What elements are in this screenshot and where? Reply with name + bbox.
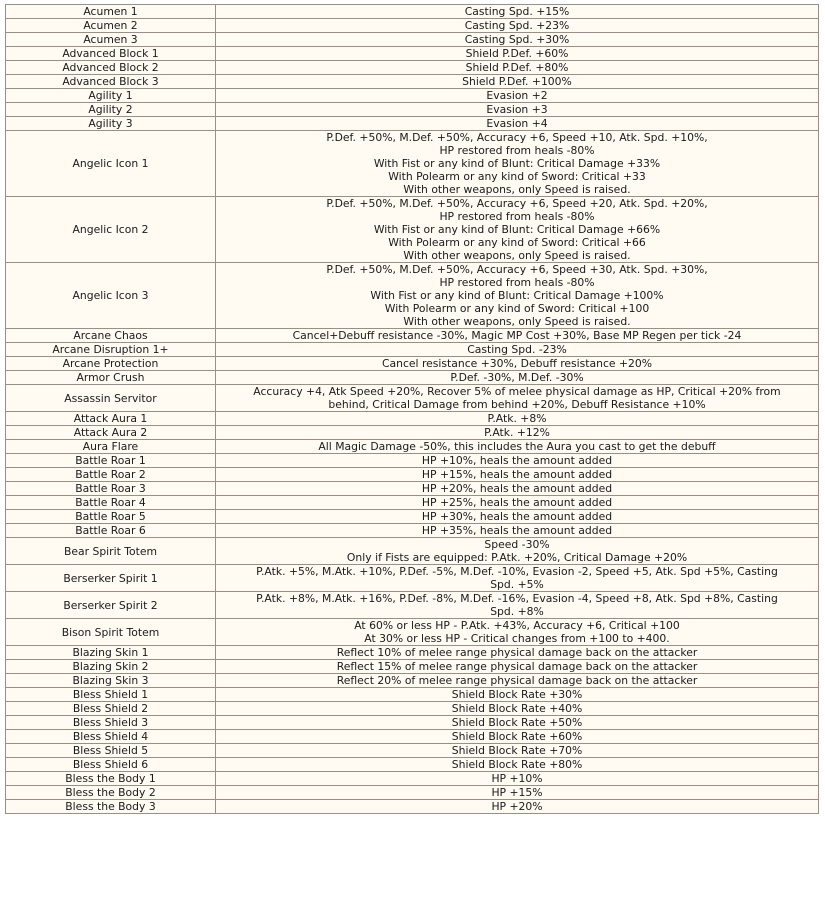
- skill-effect-cell: Shield P.Def. +60%: [216, 47, 819, 61]
- skill-effect-cell: All Magic Damage -50%, this includes the Aura you cast to get the debuff: [216, 440, 819, 454]
- skill-effect-cell: Shield Block Rate +80%: [216, 758, 819, 772]
- table-row: [6, 371, 819, 385]
- table-row: [6, 619, 819, 646]
- skill-effect-cell: HP +30%, heals the amount added: [216, 510, 819, 524]
- skill-name-cell: Armor Crush: [6, 371, 216, 385]
- skill-name-cell: Blazing Skin 2: [6, 660, 216, 674]
- skill-name-cell: Bless the Body 2: [6, 786, 216, 800]
- skill-effect-cell: P.Def. -30%, M.Def. -30%: [216, 371, 819, 385]
- skill-name-cell: Aura Flare: [6, 440, 216, 454]
- table-row: [6, 426, 819, 440]
- table-row: [6, 716, 819, 730]
- skill-effect-cell: Reflect 10% of melee range physical damage back on the attacker: [216, 646, 819, 660]
- skill-name-cell: Advanced Block 2: [6, 61, 216, 75]
- table-row: [6, 496, 819, 510]
- skill-effect-cell: P.Def. +50%, M.Def. +50%, Accuracy +6, Speed +10, Atk. Spd. +10%, HP restored from heals -80% With Fist or any kind of Blunt: Critical Damage +33% With Polearm or any kind of Sword: Critical +33 With other weapons, only Speed is raised.: [216, 131, 819, 197]
- table-row: [6, 524, 819, 538]
- skill-effect-cell: Casting Spd. +30%: [216, 33, 819, 47]
- skill-effect-cell: P.Def. +50%, M.Def. +50%, Accuracy +6, Speed +20, Atk. Spd. +20%, HP restored from heals -80% With Fist or any kind of Blunt: Critical Damage +66% With Polearm or any kind of Sword: Critical +66 With other weapons, only Speed is raised.: [216, 197, 819, 263]
- skill-effect-cell: P.Atk. +8%: [216, 412, 819, 426]
- skill-effect-cell: HP +10%: [216, 772, 819, 786]
- skill-name-cell: Bless the Body 1: [6, 772, 216, 786]
- skill-name-cell: Assassin Servitor: [6, 385, 216, 412]
- table-row: [6, 758, 819, 772]
- table-row: [6, 19, 819, 33]
- table-row: [6, 454, 819, 468]
- skill-effect-cell: Accuracy +4, Atk Speed +20%, Recover 5% of melee physical damage as HP, Critical +20% from behind, Critical Damage from behind +20%, Debuff Resistance +10%: [216, 385, 819, 412]
- skill-name-cell: Bless Shield 4: [6, 730, 216, 744]
- table-row: [6, 646, 819, 660]
- skill-effect-cell: At 60% or less HP - P.Atk. +43%, Accuracy +6, Critical +100 At 30% or less HP - Critical changes from +100 to +400.: [216, 619, 819, 646]
- table-row: [6, 343, 819, 357]
- skill-name-cell: Angelic Icon 3: [6, 263, 216, 329]
- skill-name-cell: Acumen 1: [6, 5, 216, 19]
- skill-name-cell: Attack Aura 2: [6, 426, 216, 440]
- skill-name-cell: Berserker Spirit 1: [6, 565, 216, 592]
- skill-effect-cell: Shield Block Rate +60%: [216, 730, 819, 744]
- table-row: [6, 660, 819, 674]
- skill-effect-cell: Reflect 20% of melee range physical damage back on the attacker: [216, 674, 819, 688]
- skill-effect-cell: Cancel resistance +30%, Debuff resistance +20%: [216, 357, 819, 371]
- table-row: [6, 75, 819, 89]
- skill-name-cell: Blazing Skin 3: [6, 674, 216, 688]
- table-row: [6, 412, 819, 426]
- skill-effect-cell: Shield Block Rate +50%: [216, 716, 819, 730]
- skill-effect-cell: HP +10%, heals the amount added: [216, 454, 819, 468]
- table-row: [6, 357, 819, 371]
- table-row: [6, 47, 819, 61]
- skill-effect-cell: Speed -30% Only if Fists are equipped: P.Atk. +20%, Critical Damage +20%: [216, 538, 819, 565]
- skill-name-cell: Battle Roar 1: [6, 454, 216, 468]
- skill-effect-cell: Evasion +3: [216, 103, 819, 117]
- skill-name-cell: Advanced Block 1: [6, 47, 216, 61]
- skill-effect-cell: Shield Block Rate +30%: [216, 688, 819, 702]
- skill-name-cell: Agility 2: [6, 103, 216, 117]
- table-row: [6, 688, 819, 702]
- skill-effect-cell: P.Atk. +8%, M.Atk. +16%, P.Def. -8%, M.Def. -16%, Evasion -4, Speed +8, Atk. Spd +8%, Casting Spd. +8%: [216, 592, 819, 619]
- table-row: [6, 674, 819, 688]
- table-row: [6, 103, 819, 117]
- table-row: [6, 440, 819, 454]
- skill-name-cell: Battle Roar 2: [6, 468, 216, 482]
- table-row: [6, 592, 819, 619]
- skill-effect-cell: P.Atk. +12%: [216, 426, 819, 440]
- table-row: [6, 786, 819, 800]
- skill-effect-cell: Cancel+Debuff resistance -30%, Magic MP Cost +30%, Base MP Regen per tick -24: [216, 329, 819, 343]
- skill-name-cell: Bless Shield 1: [6, 688, 216, 702]
- skill-effect-cell: Shield P.Def. +80%: [216, 61, 819, 75]
- skill-effect-cell: Shield Block Rate +40%: [216, 702, 819, 716]
- skill-name-cell: Acumen 2: [6, 19, 216, 33]
- skill-effect-cell: HP +20%, heals the amount added: [216, 482, 819, 496]
- table-row: [6, 197, 819, 263]
- table-row: [6, 510, 819, 524]
- table-row: [6, 5, 819, 19]
- skill-effects-table: [5, 4, 819, 814]
- table-row: [6, 131, 819, 197]
- skill-name-cell: Agility 1: [6, 89, 216, 103]
- skill-name-cell: Angelic Icon 2: [6, 197, 216, 263]
- skill-effect-cell: Shield P.Def. +100%: [216, 75, 819, 89]
- skill-effect-cell: Evasion +2: [216, 89, 819, 103]
- skill-effect-cell: Casting Spd. +23%: [216, 19, 819, 33]
- skill-effect-cell: HP +20%: [216, 800, 819, 814]
- skill-effects-body: [6, 5, 819, 814]
- table-row: [6, 263, 819, 329]
- skill-name-cell: Angelic Icon 1: [6, 131, 216, 197]
- skill-effect-cell: Evasion +4: [216, 117, 819, 131]
- skill-name-cell: Arcane Chaos: [6, 329, 216, 343]
- skill-name-cell: Battle Roar 5: [6, 510, 216, 524]
- table-row: [6, 730, 819, 744]
- table-row: [6, 61, 819, 75]
- skill-name-cell: Advanced Block 3: [6, 75, 216, 89]
- table-row: [6, 329, 819, 343]
- table-row: [6, 117, 819, 131]
- table-row: [6, 538, 819, 565]
- table-row: [6, 482, 819, 496]
- skill-effect-cell: HP +35%, heals the amount added: [216, 524, 819, 538]
- skill-name-cell: Arcane Disruption 1+: [6, 343, 216, 357]
- skill-effect-cell: Reflect 15% of melee range physical damage back on the attacker: [216, 660, 819, 674]
- skill-name-cell: Berserker Spirit 2: [6, 592, 216, 619]
- skill-effect-cell: Casting Spd. +15%: [216, 5, 819, 19]
- table-row: [6, 89, 819, 103]
- skill-name-cell: Agility 3: [6, 117, 216, 131]
- skill-name-cell: Acumen 3: [6, 33, 216, 47]
- skill-effect-cell: Casting Spd. -23%: [216, 343, 819, 357]
- skill-name-cell: Bless Shield 3: [6, 716, 216, 730]
- table-row: [6, 565, 819, 592]
- skill-name-cell: Blazing Skin 1: [6, 646, 216, 660]
- skill-name-cell: Bless Shield 5: [6, 744, 216, 758]
- table-row: [6, 744, 819, 758]
- skill-name-cell: Bear Spirit Totem: [6, 538, 216, 565]
- table-row: [6, 468, 819, 482]
- skill-effect-cell: HP +25%, heals the amount added: [216, 496, 819, 510]
- skill-name-cell: Bless the Body 3: [6, 800, 216, 814]
- skill-effect-cell: HP +15%, heals the amount added: [216, 468, 819, 482]
- skill-name-cell: Bless Shield 6: [6, 758, 216, 772]
- skill-name-cell: Bless Shield 2: [6, 702, 216, 716]
- table-row: [6, 800, 819, 814]
- table-row: [6, 702, 819, 716]
- skill-name-cell: Arcane Protection: [6, 357, 216, 371]
- table-row: [6, 385, 819, 412]
- skill-name-cell: Attack Aura 1: [6, 412, 216, 426]
- skill-name-cell: Battle Roar 3: [6, 482, 216, 496]
- skill-name-cell: Bison Spirit Totem: [6, 619, 216, 646]
- skill-effect-cell: Shield Block Rate +70%: [216, 744, 819, 758]
- skill-effect-cell: HP +15%: [216, 786, 819, 800]
- table-row: [6, 33, 819, 47]
- table-row: [6, 772, 819, 786]
- skill-effect-cell: P.Def. +50%, M.Def. +50%, Accuracy +6, Speed +30, Atk. Spd. +30%, HP restored from heals -80% With Fist or any kind of Blunt: Critical Damage +100% With Polearm or any kind of Sword: Critical +100 With other weapons, only Speed is raised.: [216, 263, 819, 329]
- skill-name-cell: Battle Roar 6: [6, 524, 216, 538]
- skill-effect-cell: P.Atk. +5%, M.Atk. +10%, P.Def. -5%, M.Def. -10%, Evasion -2, Speed +5, Atk. Spd +5%, Casting Spd. +5%: [216, 565, 819, 592]
- skill-name-cell: Battle Roar 4: [6, 496, 216, 510]
